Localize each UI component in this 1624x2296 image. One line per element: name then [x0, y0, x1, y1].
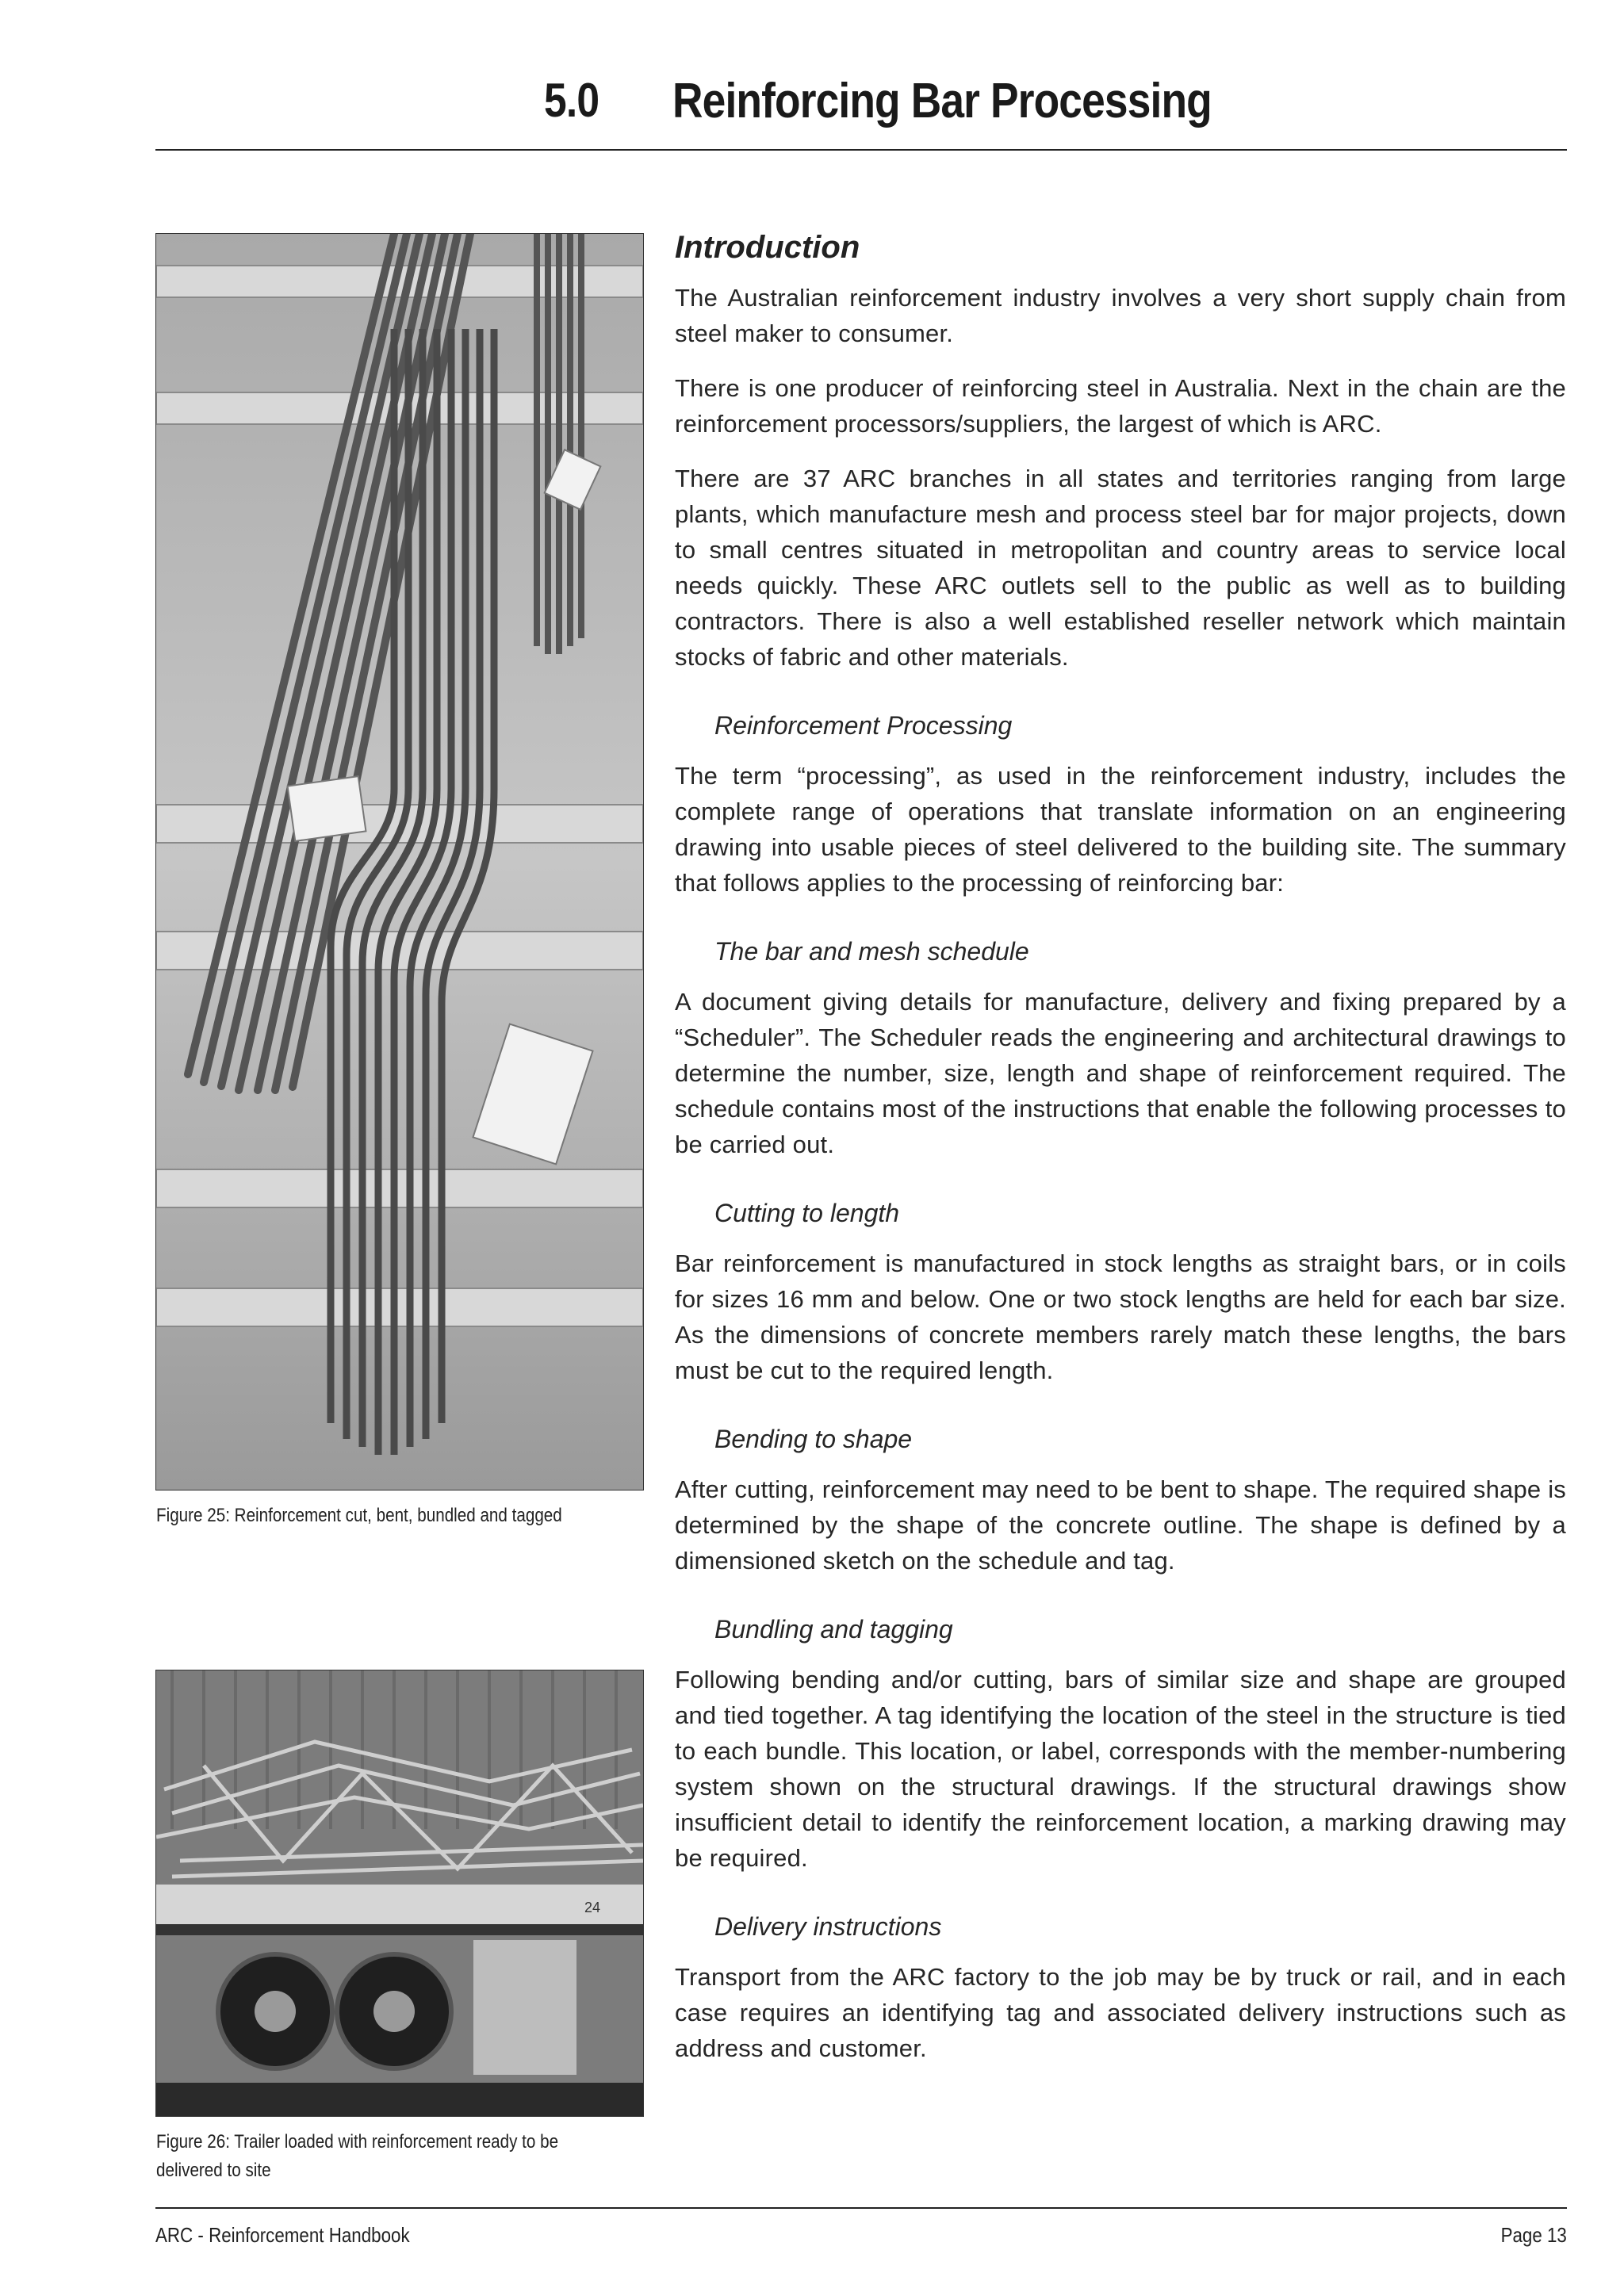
section-heading-bending: Bending to shape [714, 1425, 913, 1453]
page-title: Reinforcing Bar Processing [672, 74, 1212, 128]
section-text-schedule: A document giving details for manufacture, delivery and fixing prepared by a “Scheduler”. The Scheduler reads the engineering and architectural drawings to determine the number, size, length and shape of reinforcement required. The schedule contains most of the instructions that enable the following processes to be carried out. [675, 988, 1566, 1158]
section-heading-schedule: The bar and mesh schedule [714, 937, 1029, 966]
introduction-heading: Introduction [675, 230, 860, 265]
section-heading-delivery: Delivery instructions [714, 1912, 942, 1941]
footer-handbook-title: ARC - Reinforcement Handbook [155, 2223, 410, 2247]
page-header [155, 62, 1567, 151]
section-heading-bundling: Bundling and tagging [714, 1615, 953, 1644]
section-number: 5.0 [544, 74, 599, 127]
section-text-bundling: Following bending and/or cutting, bars of similar size and shape are grouped and tied together. A tag identifying the location of the steel in the structure is tied to each bundle. This location, or label, corresponds with the member-numbering system shown on the structural drawings. If the structural drawings show insufficient detail to identify the reinforcement location, a marking drawing may be required. [675, 1666, 1566, 1872]
figure-26-caption [156, 2128, 558, 2185]
intro-paragraph: The Australian reinforcement industry involves a very short supply chain from steel maker to consumer. [675, 284, 1566, 347]
intro-paragraph: There is one producer of reinforcing steel in Australia. Next in the chain are the reinforcement processors/suppliers, the largest of which is ARC. [675, 374, 1566, 438]
figure-25-caption: Figure 25: Reinforcement cut, bent, bundled and tagged [156, 1505, 562, 1526]
section-heading-processing: Reinforcement Processing [714, 711, 1013, 740]
figure-26-photo [155, 1670, 644, 2117]
section-text-cutting: Bar reinforcement is manufactured in stock lengths as straight bars, or in coils for sizes 16 mm and below. One or two stock lengths are held for each bar size. As the dimensions of concrete members rarely match these lengths, the bars must be cut to the required length. [675, 1249, 1566, 1384]
trailer-plate-number: 24 [584, 1900, 601, 1915]
section-text-delivery: Transport from the ARC factory to the job may be by truck or rail, and in each case requires an identifying tag and associated delivery instructions such as address and customer. [675, 1963, 1566, 2062]
section-text-bending: After cutting, reinforcement may need to be bent to shape. The required shape is determined by the shape of the concrete outline. The shape is defined by a dimensioned sketch on the schedule and tag. [675, 1475, 1566, 1575]
intro-paragraph: There are 37 ARC branches in all states and territories ranging from large plants, which manufacture mesh and process steel bar for major projects, down to small centres situated in metropolitan and country areas to service local needs quickly. These ARC outlets sell to the public as well as to building contractors. There is also a well established reseller network which maintain stocks of fabric and other materials. [675, 465, 1566, 671]
footer-page-number: Page 13 [1500, 2223, 1567, 2247]
page-footer [155, 2207, 1567, 2248]
section-heading-cutting: Cutting to length [714, 1199, 900, 1227]
figure-26-caption-line2: delivered to site [156, 2160, 271, 2181]
main-text-column [675, 222, 1566, 2085]
figure-26-caption-line1: Figure 26: Trailer loaded with reinforcement ready to be [156, 2131, 559, 2152]
figure-25-photo [155, 233, 644, 1490]
section-text-processing: The term “processing”, as used in the reinforcement industry, includes the complete range of operations that translate information on an engineering drawing into usable pieces of steel delivered to the building site. The summary that follows applies to the processing of reinforcing bar: [675, 762, 1566, 897]
